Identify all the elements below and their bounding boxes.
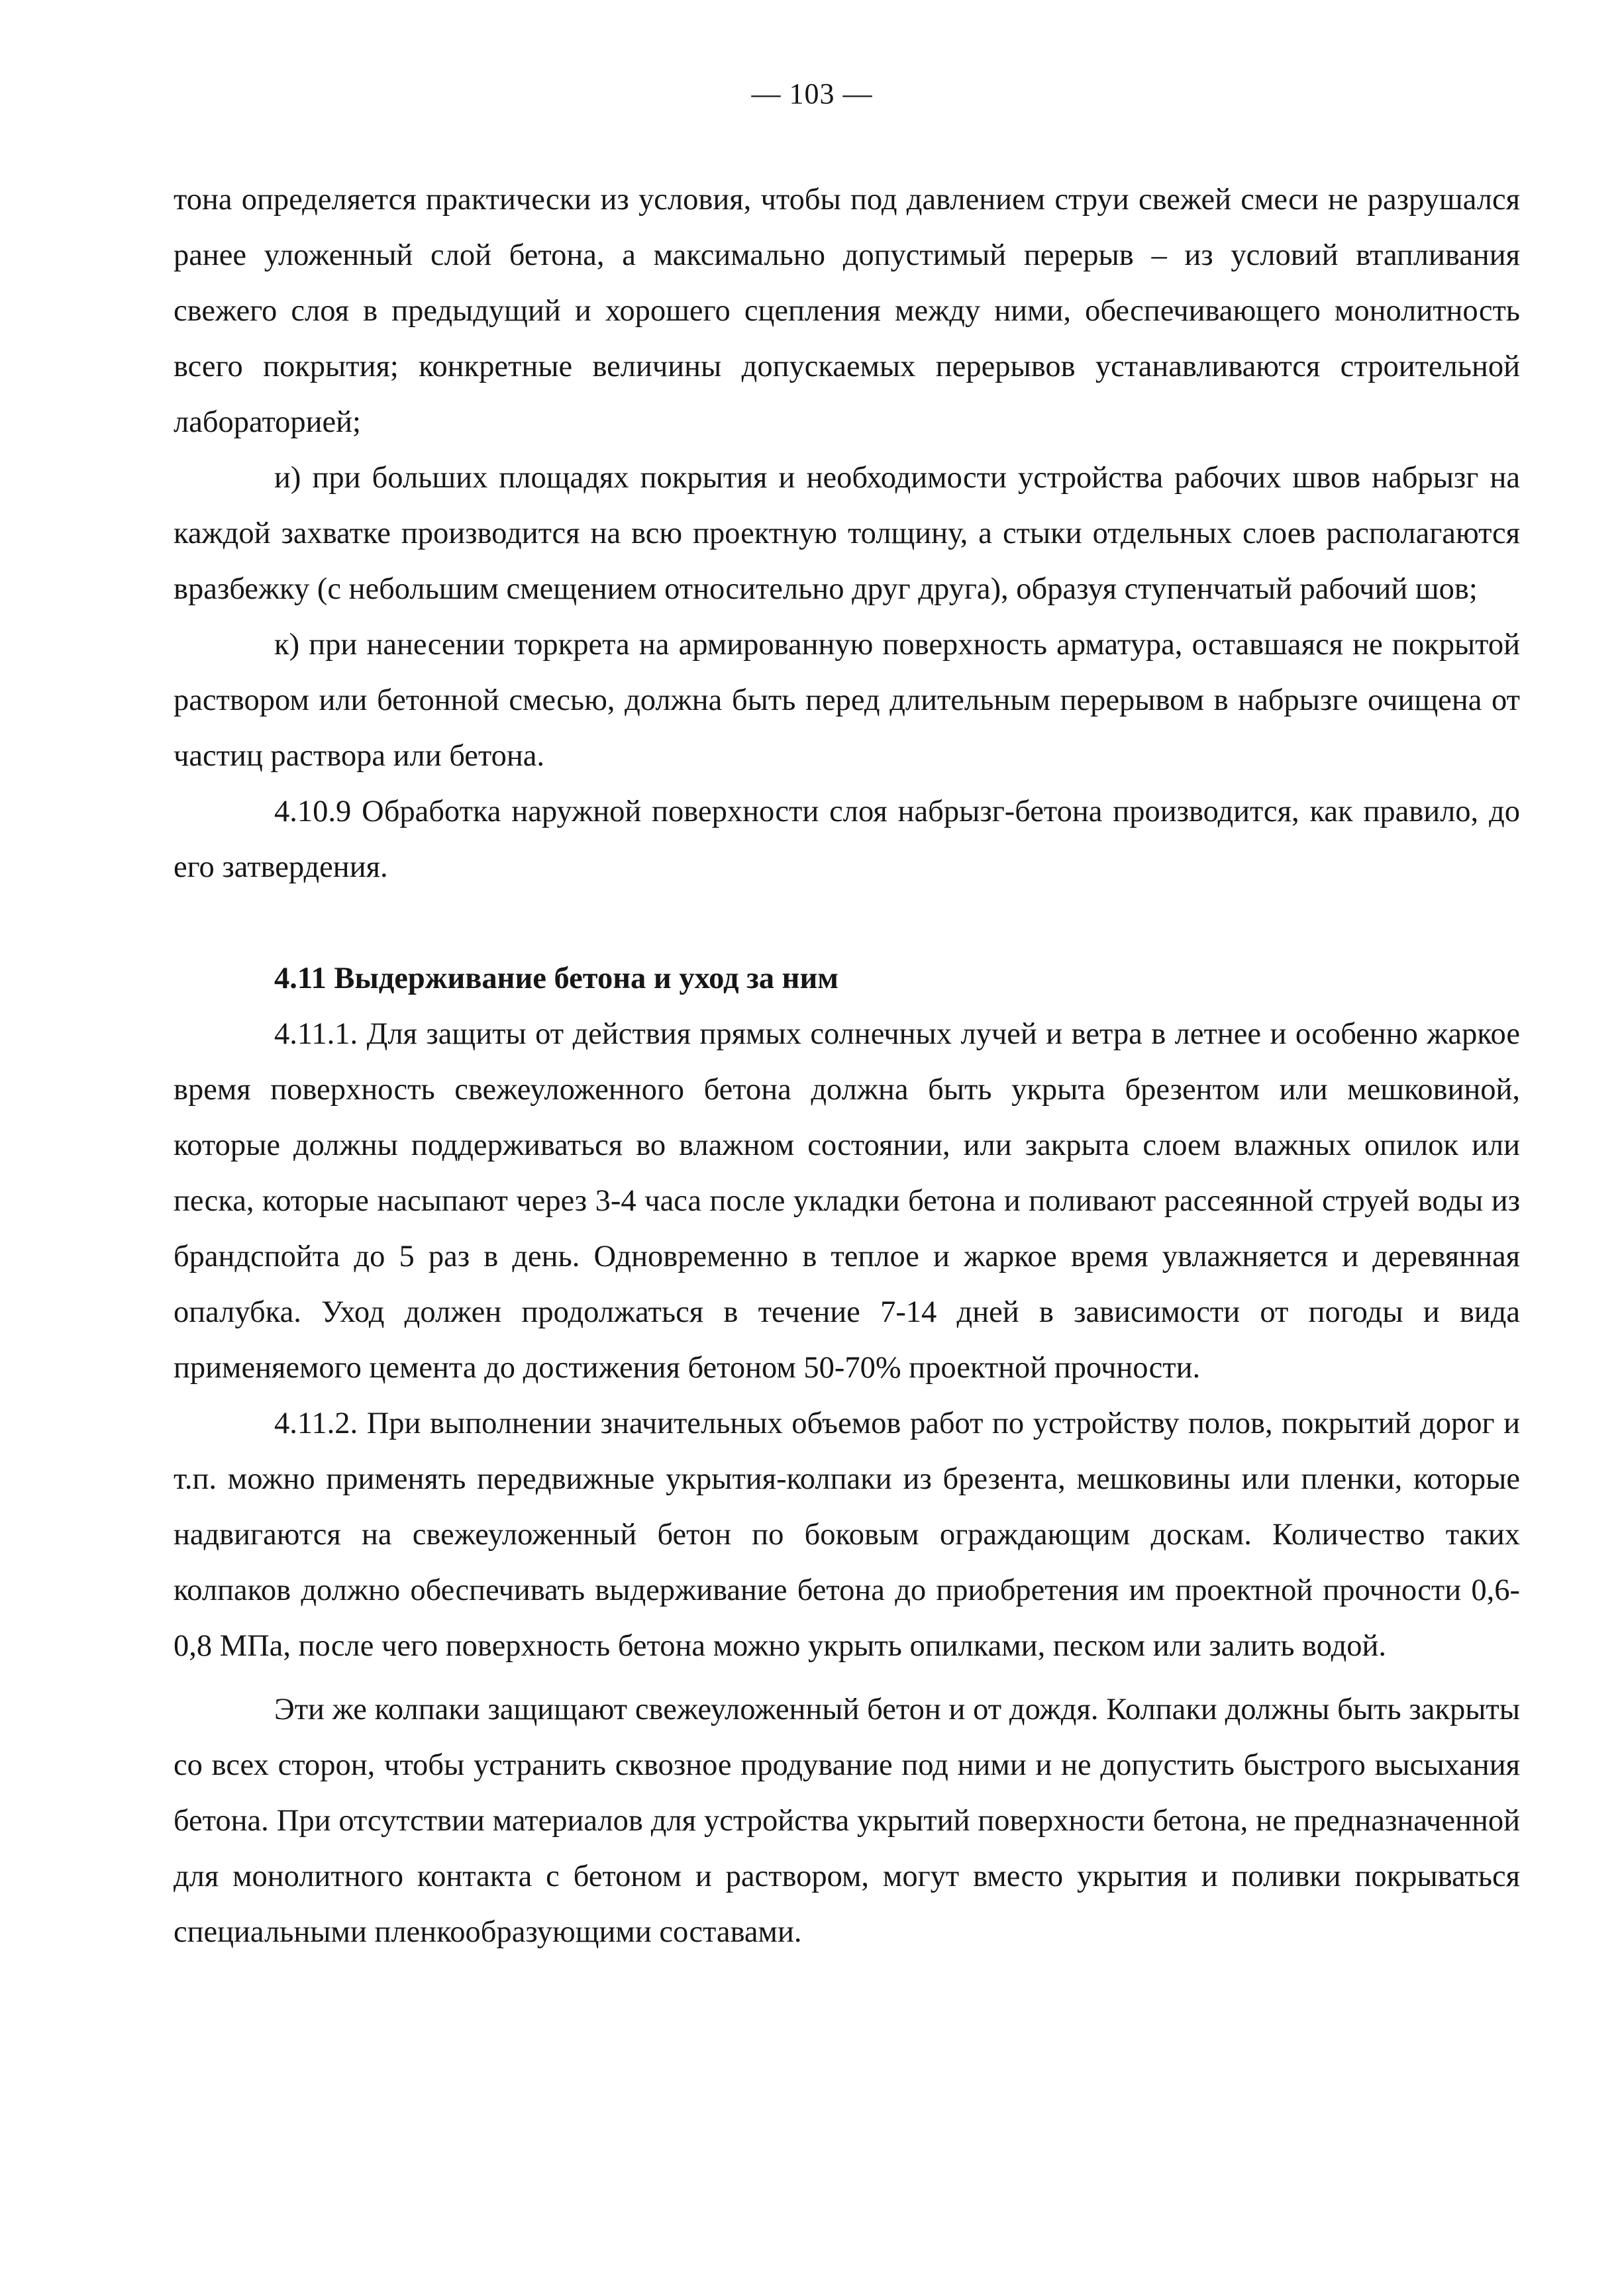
paragraph-4-11-2: 4.11.2. При выполнении значительных объемов работ по устройству полов, покрытий дорог и т.п. можно применять передвижные укрытия-колпаки из брезента, мешковины или пленки, которые надвигаются на свежеуложенный бетон по боковым ограждающим доскам. Количество таких колпаков должно обеспечивать выдерживание бетона до приобретения им проектной прочности 0,6-0,8 МПа, после чего поверхность бетона можно укрыть опилками, песком или залить водой.: [174, 1407, 1520, 1663]
paragraph-item-k: к) при нанесении торкрета на армированную поверхность арматура, оставшаяся не покрытой раствором или бетонной смесью, должна быть перед длительным перерывом в набрызге очищена от частиц раствора или бетона.: [174, 628, 1520, 773]
paragraph-covers: Эти же колпаки защищают свежеуложенный бетон и от дождя. Колпаки должны быть закрыты со всех сторон, чтобы устранить сквозное продувание под ними и не допустить быстрого высыхания бетона. При отсутствии материалов для устройства укрытий поверхности бетона, не предназначенной для монолитного контакта с бетоном и раствором, могут вместо укрытия и поливки покрываться специальными пленкообразующими составами.: [174, 1693, 1520, 1949]
document-body: [174, 172, 1520, 1960]
paragraph-continuation: тона определяется практически из условия, чтобы под давлением струи свежей смеси не разрушался ранее уложенный слой бетона, а максимально допустимый перерыв – из условий втапливания свежего слоя в предыдущий и хорошего сцепления между ними, обеспечивающего монолитность всего покрытия; конкретные величины допускаемых перерывов устанавливаются строительной лабораторией;: [174, 183, 1520, 439]
section-heading-4-11: 4.11 Выдерживание бетона и уход за ним: [274, 962, 838, 995]
paragraph-item-i: и) при больших площадях покрытия и необходимости устройства рабочих швов набрызг на каждой захватке производится на всю проектную толщину, а стыки отдельных слоев располагаются вразбежку (с небольшим смещением относительно друг друга), образуя ступенчатый рабочий шов;: [174, 461, 1520, 606]
page-number: — 103 —: [751, 77, 873, 110]
paragraph-4-11-1: 4.11.1. Для защиты от действия прямых солнечных лучей и ветра в летнее и особенно жаркое время поверхность свежеуложенного бетона должна быть укрыта брезентом или мешковиной, которые должны поддерживаться во влажном состоянии, или закрыта слоем влажных опилок или песка, которые насыпают через 3-4 часа после укладки бетона и поливают рассеянной струей воды из брандспойта до 5 раз в день. Одновременно в теплое и жаркое время увлажняется и деревянная опалубка. Уход должен продолжаться в течение 7-14 дней в зависимости от погоды и вида применяемого цемента до достижения бетоном 50-70% проектной прочности.: [174, 1017, 1520, 1385]
paragraph-4-10-9: 4.10.9 Обработка наружной поверхности слоя набрызг-бетона производится, как правило, до его затвердения.: [174, 795, 1520, 884]
